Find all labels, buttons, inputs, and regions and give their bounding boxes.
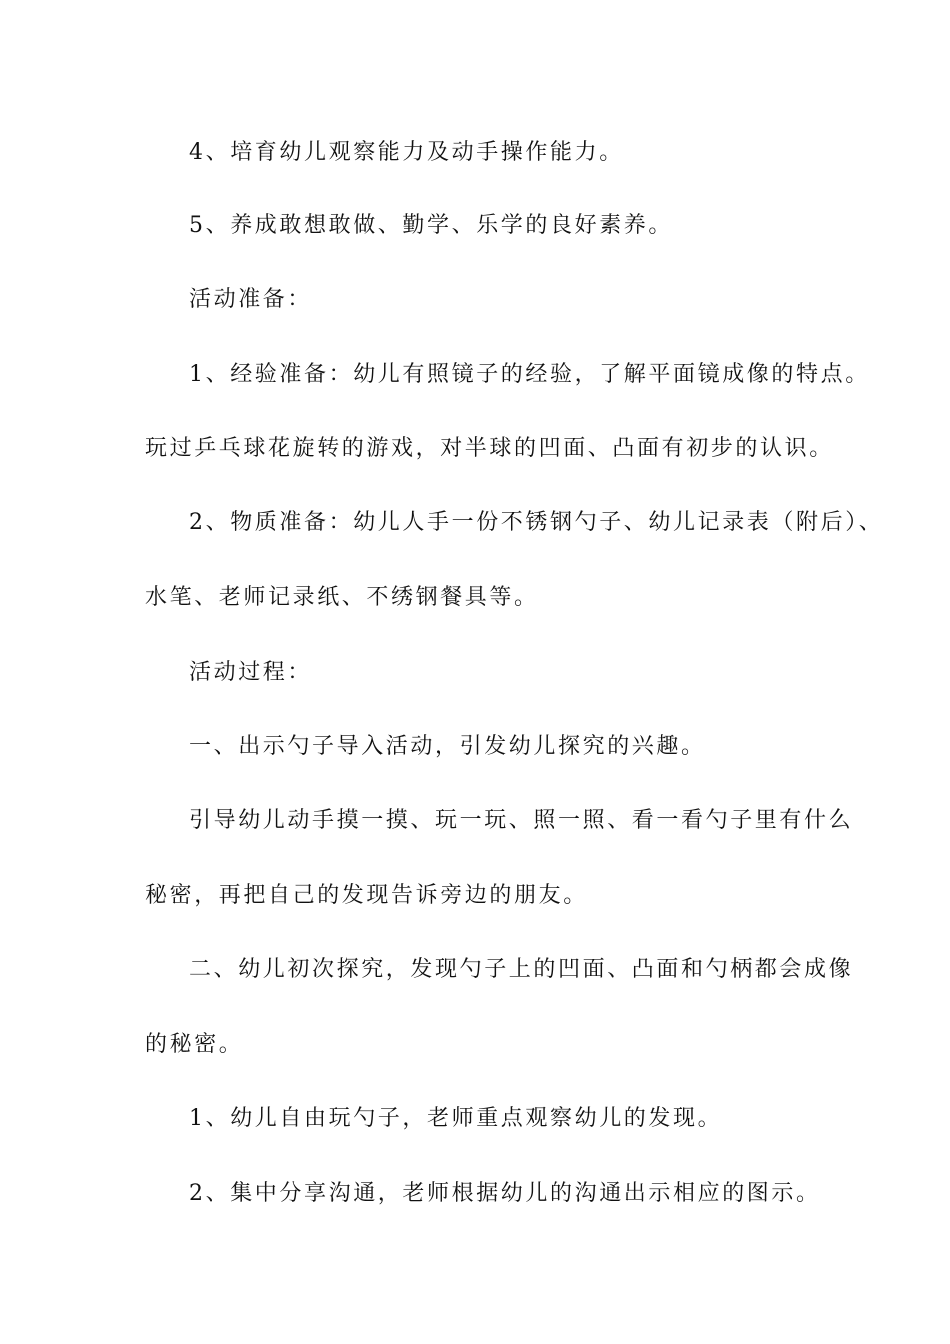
heading-activity-process: 活动过程： <box>189 660 313 685</box>
paragraph-goal-5: 5、养成敢想敢做、勤学、乐学的良好素养。 <box>189 213 673 238</box>
paragraph-step-two: 二、幼儿初次探究，发现勺子上的凹面、凸面和勺柄都会成像 <box>189 957 854 982</box>
paragraph-experience-preparation-cont: 玩过乒乓球花旋转的游戏，对半球的凹面、凸面有初步的认识。 <box>145 436 834 461</box>
paragraph-experience-preparation: 1、经验准备：幼儿有照镜子的经验，了解平面镜成像的特点。 <box>189 362 870 387</box>
paragraph-step-two-cont: 的秘密。 <box>145 1032 244 1057</box>
heading-activity-preparation: 活动准备： <box>189 287 313 312</box>
paragraph-material-preparation: 2、物质准备：幼儿人手一份不锈钢勺子、幼儿记录表（附后）、 <box>189 510 884 535</box>
paragraph-step-two-2: 2、集中分享沟通，老师根据幼儿的沟通出示相应的图示。 <box>189 1181 821 1206</box>
paragraph-step-one: 一、出示勺子导入活动，引发幼儿探究的兴趣。 <box>189 734 706 759</box>
paragraph-material-preparation-cont: 水笔、老师记录纸、不绣钢餐具等。 <box>145 585 539 610</box>
paragraph-goal-4: 4、培育幼儿观察能力及动手操作能力。 <box>189 140 624 165</box>
paragraph-step-one-guide: 引导幼儿动手摸一摸、玩一玩、照一照、看一看勺子里有什么 <box>189 808 854 833</box>
paragraph-step-one-guide-cont: 秘密，再把自己的发现告诉旁边的朋友。 <box>145 883 588 908</box>
paragraph-step-two-1: 1、幼儿自由玩勺子，老师重点观察幼儿的发现。 <box>189 1106 723 1131</box>
